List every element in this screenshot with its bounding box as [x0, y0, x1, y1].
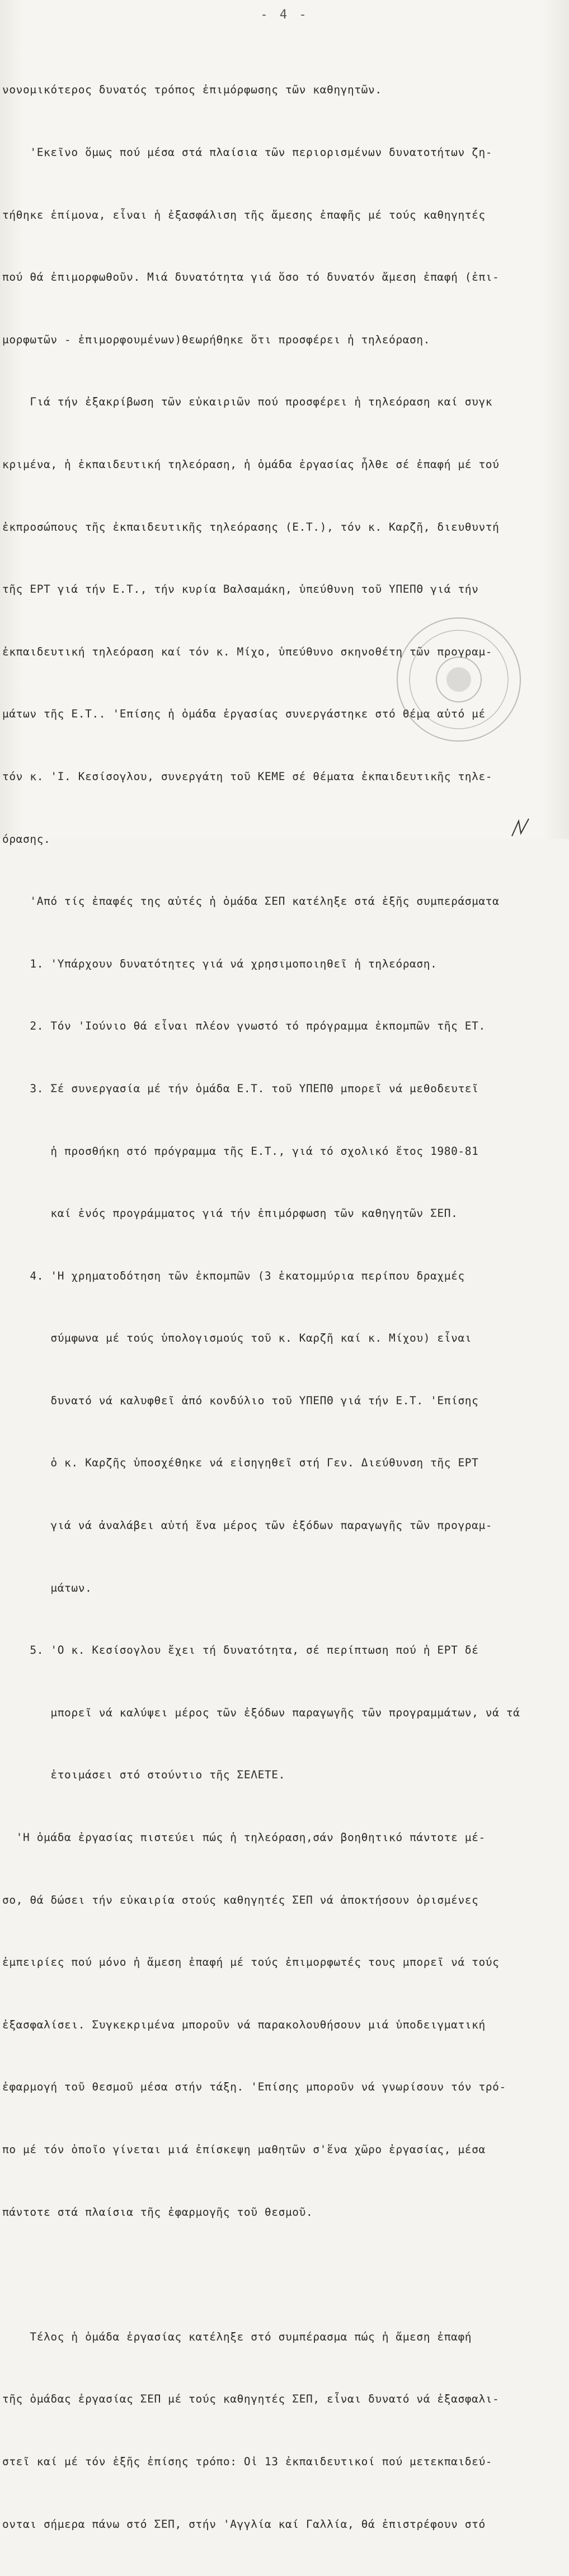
text-line: ονται σήμερα πάνω στό ΣΕΠ, στήν 'Αγγλία καί Γαλλία, θά ἐπιστρέφουν στό	[2, 2517, 486, 2531]
text-line: τῆς ὁμάδας ἐργασίας ΣΕΠ μέ τούς καθηγητές ΣΕΠ, εἶναι δυνατό νά ἐξασφαλι-	[2, 2393, 500, 2406]
list-item: μπορεῖ νά καλύψει μέρος τῶν ἐξόδων παραγωγῆς τῶν προγραμμάτων, νά τά	[2, 1706, 520, 1719]
text-line: τῆς ΕΡΤ γιά τήν Ε.Τ., τήν κυρία Βαλσαμάκη, ὑπεύθυνη τοῦ ΥΠΕΠΘ γιά τήν	[2, 583, 479, 596]
text-line: σο, θά δώσει τήν εὐκαιρία στούς καθηγητές ΣΕΠ νά ἀποκτήσουν ὁρισμένες	[2, 1893, 479, 1907]
blank-line	[2, 2264, 562, 2285]
list-item: δυνατό νά καλυφθεῖ ἀπό κονδύλιο τοῦ ΥΠΕΠΘ γιά τήν Ε.Τ. 'Επίσης	[2, 1394, 479, 1407]
text-line: 'Η ὁμάδα ἐργασίας πιστεύει πώς ἡ τηλεόραση,σάν βοηθητικό πάντοτε μέ-	[2, 1831, 486, 1844]
list-item: ἑτοιμάσει στό στούντιο τῆς ΣΕΛΕΤΕ.	[2, 1768, 285, 1782]
text-line: Γιά τήν ἐξακρίβωση τῶν εὐκαιριῶν πού προσφέρει ἡ τηλεόραση καί συγκ	[2, 395, 493, 409]
text-line: τόν κ. 'Ι. Κεσίσογλου, συνεργάτη τοῦ ΚΕΜΕ σέ θέματα ἐκπαιδευτικῆς τηλε-	[2, 770, 493, 783]
text-line: μορφωτῶν - ἐπιμορφουμένων)θεωρήθηκε ὅτι προσφέρει ἡ τηλεόραση.	[2, 333, 431, 346]
list-item: 2. Τόν 'Ιούνιο θά εἶναι πλέον γνωστό τό πρόγραμμα ἐκπομπῶν τῆς ΕΤ.	[2, 1020, 486, 1033]
list-item: 3. Σέ συνεργασία μέ τήν ὁμάδα Ε.Τ. τοῦ ΥΠΕΠΘ μπορεῖ νά μεθοδευτεῖ	[2, 1082, 479, 1095]
list-item: γιά νά ἀναλάβει αὐτή ἕνα μέρος τῶν ἐξόδων παραγωγῆς τῶν προγραμ-	[2, 1519, 493, 1532]
text-line: όρασης.	[2, 832, 51, 846]
text-line: Τέλος ἡ ὁμάδα ἐργασίας κατέληξε στό συμπέρασμα πώς ἡ ἄμεση ἐπαφή	[2, 2330, 472, 2343]
list-item: 5. 'Ο κ. Κεσίσογλου ἔχει τή δυνατότητα, σέ περίπτωση πού ἡ ΕΡΤ δέ	[2, 1644, 479, 1657]
text-line: μάτων τῆς Ε.Τ.. 'Επίσης ἡ ὁμάδα ἐργασίας συνεργάστηκε στό θέμα αὐτό μέ	[2, 707, 486, 721]
text-line: πού θά ἐπιμορφωθοῦν. Μιά δυνατότητα γιά ὅσο τό δυνατόν ἄμεση ἐπαφή (ἐπι-	[2, 271, 500, 284]
list-item: ὁ κ. Καρζῆς ὑποσχέθηκε νά εἰσηγηθεῖ στή Γεν. Διεύθυνση τῆς ΕΡΤ	[2, 1456, 479, 1470]
text-line: ἐφαρμογή τοῦ θεσμοῦ μέσα στήν τάξη. 'Επίσης μποροῦν νά γνωρίσουν τόν τρό-	[2, 2080, 506, 2094]
list-item: ἡ προσθήκη στό πρόγραμμα τῆς Ε.Τ., γιά τό σχολικό ἔτος 1980-81	[2, 1144, 479, 1158]
text-line: νονομικότερος δυνατός τρόπος ἐπιμόρφωσης τῶν καθηγητῶν.	[2, 83, 382, 97]
text-line: 'Εκεῖνο ὅμως πού μέσα στά πλαίσια τῶν περιορισμένων δυνατοτήτων ζη-	[2, 146, 493, 159]
handwritten-mark-icon	[506, 817, 534, 839]
text-line: πο μέ τόν ὁποῖο γίνεται μιά ἐπίσκεψη μαθητῶν σ'ἕνα χῶρο ἐργασίας, μέσα	[2, 2143, 486, 2156]
text-line: πάντοτε στά πλαίσια τῆς ἐφαρμογῆς τοῦ θεσμοῦ.	[2, 2205, 313, 2219]
page-number: - 4 -	[260, 8, 309, 22]
text-line: στεῖ καί μέ τόν ἑξῆς ἐπίσης τρόπο: Οἱ 13 ἐκπαιδευτικοί πού μετεκπαιδεύ-	[2, 2455, 493, 2468]
text-line: 'Από τίς ἐπαφές της αὐτές ἡ ὁμάδα ΣΕΠ κατέληξε στά ἑξῆς συμπεράσματα	[2, 895, 500, 908]
text-line: ἐκπροσώπους τῆς ἐκπαιδευτικῆς τηλεόρασης (Ε.Τ.), τόν κ. Καρζῆ, διευθυντή	[2, 520, 500, 534]
text-line: ἐκπαιδευτική τηλεόραση καί τόν κ. Μίχο, ὑπεύθυνο σκηνοθέτη τῶν προγραμ-	[2, 645, 493, 658]
list-item: 1. 'Υπάρχουν δυνατότητες γιά νά χρησιμοποιηθεῖ ἡ τηλεόραση.	[2, 957, 438, 970]
text-line: ἐξασφαλίσει. Συγκεκριμένα μποροῦν νά παρακολουθήσουν μιά ὑποδειγματική	[2, 2018, 486, 2031]
document-body	[2, 38, 562, 2576]
list-item: καί ἑνός προγράμματος γιά τήν ἐπιμόρφωση τῶν καθηγητῶν ΣΕΠ.	[2, 1207, 458, 1220]
list-item: σύμφωνα μέ τούς ὑπολογισμούς τοῦ κ. Καρζῆ καί κ. Μίχου) εἶναι	[2, 1332, 472, 1345]
text-line: τήθηκε ἐπίμονα, εἶναι ἡ ἐξασφάλιση τῆς ἄμεσης ἐπαφῆς μέ τούς καθηγητές	[2, 208, 486, 221]
text-line: ἐμπειρίες πού μόνο ἡ ἄμεση ἐπαφή μέ τούς ἐπιμορφωτές τους μπορεῖ νά τούς	[2, 1956, 500, 1969]
list-item: 4. 'Η χρηματοδότηση τῶν ἐκπομπῶν (3 ἑκατομμύρια περίπου δραχμές	[2, 1269, 465, 1282]
list-item: μάτων.	[2, 1581, 92, 1594]
text-line: κριμένα, ἡ ἐκπαιδευτική τηλεόραση, ἡ ὁμάδα ἐργασίας ἦλθε σέ ἐπαφή μέ τού	[2, 457, 500, 471]
